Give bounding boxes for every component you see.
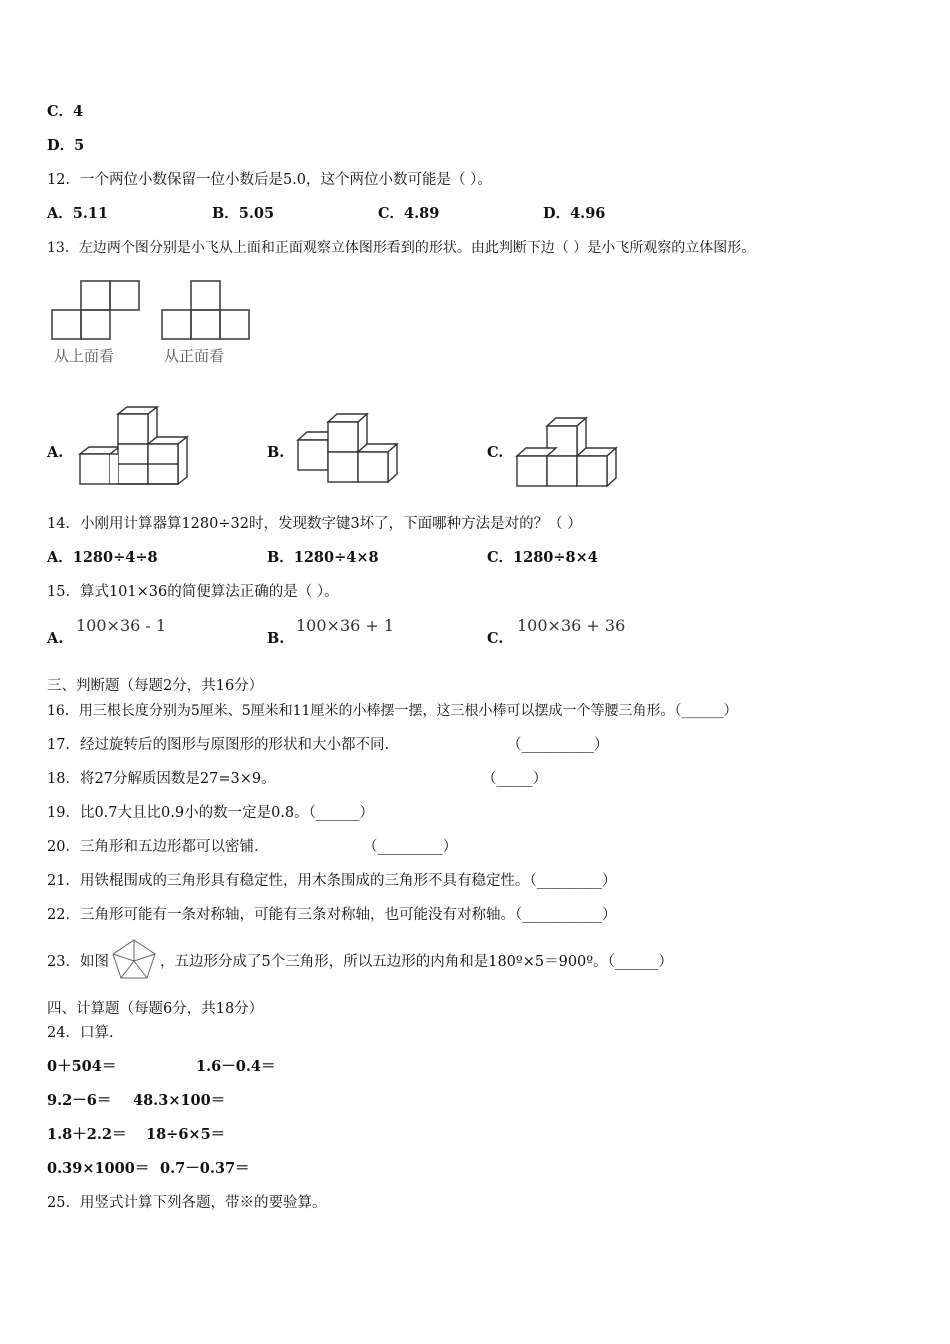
q18-answer-blank: （_____） — [482, 771, 548, 787]
q13-option-c-label: C. — [487, 444, 504, 461]
q24-item: 0.39×1000＝ — [47, 1160, 150, 1177]
q13-top-view-figure — [48, 278, 148, 370]
q24-item: 9.2－6＝ — [47, 1092, 112, 1109]
q24-stem: 24．口算. — [47, 1025, 114, 1041]
q23-prefix: 23．如图 — [47, 954, 109, 970]
q13-option-a-cubes — [76, 404, 191, 490]
q15-option-b-formula: 100×36 + 1 — [296, 616, 395, 635]
q17-statement: 17．经过旋转后的图形与原图形的形状和大小都不同. — [47, 737, 390, 753]
q13-option-b-cubes — [294, 410, 404, 490]
q23-suffix: ，五边形分成了5个三角形，所以五边形的内角和是180º×5＝900º。（______） — [160, 954, 673, 970]
q24-item: 48.3×100＝ — [133, 1092, 226, 1109]
q14-option-a: A．1280÷4÷8 — [47, 549, 158, 566]
q13-front-view-label: 从正面看 — [164, 347, 225, 365]
q24-item: 1.6－0.4＝ — [196, 1058, 276, 1075]
q13-front-view-figure — [158, 278, 258, 370]
q13-top-view-label: 从上面看 — [54, 347, 115, 365]
q14-stem: 14．小刚用计算器算1280÷32时，发现数字键3坏了，下面哪种方法是对的？（ ） — [47, 516, 582, 532]
q13-stem: 13．左边两个图分别是小飞从上面和正面观察立体图形看到的形状。由此判断下边（ ）是小飞所观察的立体图形。 — [47, 240, 756, 256]
q15-option-a-formula: 100×36 - 1 — [76, 616, 167, 635]
section-4-heading: 四、计算题（每题6分，共18分） — [47, 1001, 264, 1017]
section-3-heading: 三、判断题（每题2分，共16分） — [47, 678, 264, 694]
q18-statement: 18．将27分解质因数是27=3×9。 — [47, 771, 276, 787]
q24-item: 0＋504＝ — [47, 1058, 117, 1075]
q15-option-c-formula: 100×36 + 36 — [517, 616, 626, 635]
q20-statement: 20．三角形和五边形都可以密铺. — [47, 839, 259, 855]
q15-option-b-label: B. — [267, 630, 285, 647]
q13-option-a-label: A. — [47, 444, 64, 461]
q15-stem: 15．算式101×36的简便算法正确的是（ ）。 — [47, 584, 339, 600]
q21-statement: 21．用铁棍围成的三角形具有稳定性，用木条围成的三角形不具有稳定性。（_________） — [47, 873, 617, 889]
q13-option-b-label: B. — [267, 444, 285, 461]
q25-stem: 25．用竖式计算下列各题，带※的要验算。 — [47, 1195, 327, 1211]
q20-answer-blank: （_________） — [363, 839, 458, 855]
q14-option-b: B．1280÷4×8 — [267, 549, 379, 566]
q12-stem: 12．一个两位小数保留一位小数后是5.0，这个两位小数可能是（ ）。 — [47, 172, 492, 188]
q13-option-c-cubes — [513, 412, 621, 492]
q12-option-b: B．5.05 — [212, 205, 275, 222]
q15-option-c-label: C. — [487, 630, 504, 647]
q12-option-d: D．4.96 — [543, 205, 606, 222]
q24-item: 0.7－0.37＝ — [160, 1160, 250, 1177]
q17-answer-blank: （__________） — [507, 737, 609, 753]
q12-option-c: C．4.89 — [378, 205, 440, 222]
q23-pentagon-figure — [110, 937, 158, 981]
q19-statement: 19．比0.7大且比0.9小的数一定是0.8。（______） — [47, 805, 374, 821]
q24-item: 1.8＋2.2＝ — [47, 1126, 127, 1143]
q14-option-c: C．1280÷8×4 — [487, 549, 598, 566]
q24-item: 18÷6×5＝ — [146, 1126, 226, 1143]
q16-statement: 16．用三根长度分别为5厘米、5厘米和11厘米的小棒摆一摆，这三根小棒可以摆成一个等腰三角形。（______） — [47, 703, 738, 719]
q11-option-d: D．5 — [47, 137, 85, 154]
q15-option-a-label: A. — [47, 630, 64, 647]
q22-statement: 22．三角形可能有一条对称轴，可能有三条对称轴，也可能没有对称轴。（___________） — [47, 907, 617, 923]
q12-option-a: A．5.11 — [47, 205, 109, 222]
q11-option-c: C．4 — [47, 103, 84, 120]
